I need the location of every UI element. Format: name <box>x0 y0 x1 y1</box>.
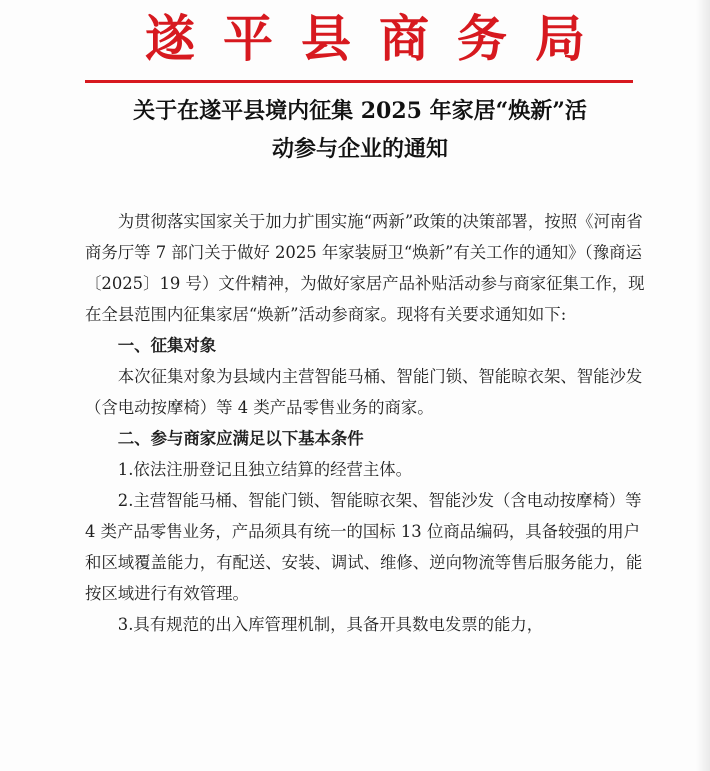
document-body <box>85 206 645 640</box>
section-2-heading: 二、参与商家应满足以下基本条件 <box>117 429 364 448</box>
section-1-heading: 一、征集对象 <box>117 336 217 355</box>
condition-3: 3.具有规范的出入库管理机制，具备开具数电发票的能力， <box>117 615 544 634</box>
document-title <box>60 92 660 168</box>
red-divider-line <box>85 80 633 83</box>
page-edge-shadow <box>696 0 710 771</box>
intro-paragraph: 为贯彻落实国家关于加力扩围实施“两新”政策的决策部署，按照《河南省商务厅等 7 部门关于做好 2025 年家装厨卫“焕新”有关工作的通知》（豫商运〔2025〕19 号）文件精神，为做好家居产品补贴活动参与商家征集工作，现在全县范围内征集家居“焕新”活动参商家。现将有关要求通知如下: <box>85 212 645 324</box>
title-line-2: 动参与企业的通知 <box>271 136 448 162</box>
section-1-paragraph: 本次征集对象为县域内主营智能马桶、智能门锁、智能晾衣架、智能沙发（含电动按摩椅）等 4 类产品零售业务的商家。 <box>85 367 643 417</box>
condition-1: 1.依法注册登记且独立结算的经营主体。 <box>117 460 413 479</box>
title-line-1: 关于在遂平县境内征集 2025 年家居“焕新”活 <box>133 98 587 124</box>
condition-2: 2.主营智能马桶、智能门锁、智能晾衣架、智能沙发（含电动按摩椅）等 4 类产品零售业务，产品须具有统一的国标 13 位商品编码，具备较强的用户和区域覆盖能力，有配送、安装、调试、维修、逆向物流等售后服务能力，能按区域进行有效管理。 <box>85 491 643 603</box>
agency-masthead: 遂平县商务局 <box>145 9 613 68</box>
